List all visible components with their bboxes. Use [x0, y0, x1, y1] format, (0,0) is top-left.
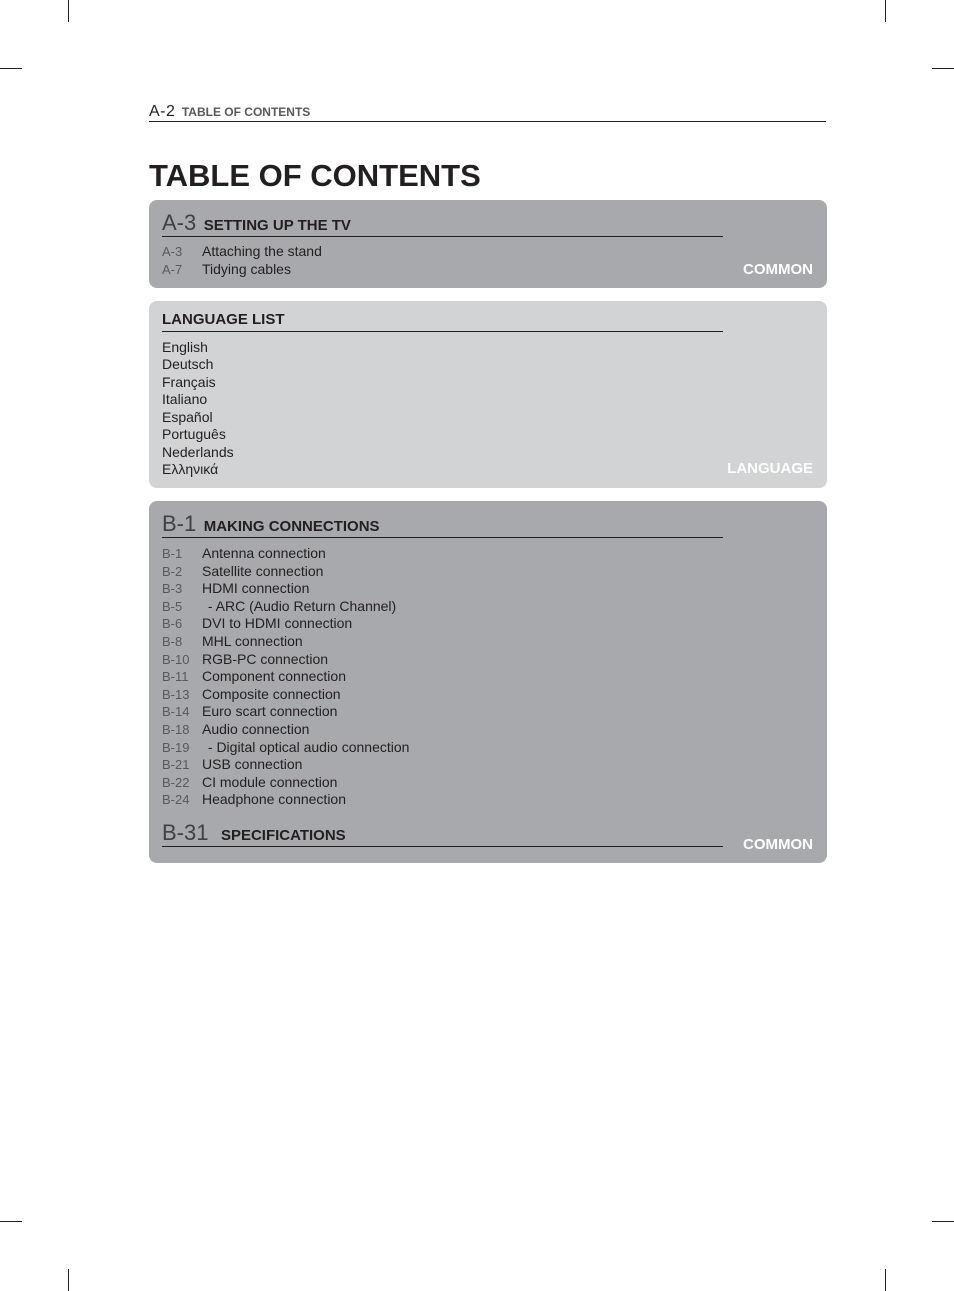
entry-title: MHL connection	[202, 632, 303, 649]
entry-page: B-2	[162, 563, 183, 579]
entry-page: B-14	[162, 704, 190, 720]
entry-page: A-7	[162, 261, 183, 277]
language-item[interactable]: Nederlands	[162, 443, 234, 460]
entry-title: Audio connection	[202, 720, 310, 737]
entry-title: Antenna connection	[202, 545, 326, 561]
entry-title: Satellite connection	[202, 562, 324, 579]
language-heading[interactable]	[162, 311, 723, 332]
running-header	[149, 103, 826, 122]
entry-title: CI module connection	[202, 773, 338, 790]
toc-entry[interactable]	[162, 563, 409, 581]
crop-mark	[932, 68, 954, 69]
entry-title: Headphone connection	[202, 791, 347, 808]
tab-label-common: COMMON	[743, 261, 813, 278]
toc-subentry[interactable]	[162, 739, 409, 757]
section-number: B-31	[162, 820, 209, 845]
entry-page: B-13	[162, 686, 190, 702]
toc-entry[interactable]	[162, 580, 409, 598]
entry-title: Euro scart connection	[202, 703, 338, 720]
entry-page: B-19	[162, 739, 190, 755]
entry-page: B-22	[162, 774, 190, 790]
page-title: TABLE OF CONTENTS	[149, 158, 481, 193]
toc-entry[interactable]	[162, 721, 409, 739]
toc-entry[interactable]	[162, 791, 409, 809]
toc-entry[interactable]	[162, 756, 409, 774]
entry-title: - Digital optical audio connection	[204, 738, 410, 755]
toc-entry[interactable]	[162, 774, 409, 792]
language-item[interactable]: Français	[162, 373, 216, 390]
entry-title: RGB-PC connection	[202, 650, 329, 667]
section-title: MAKING CONNECTIONS	[203, 518, 380, 535]
language-item[interactable]: Italiano	[162, 391, 208, 408]
entry-title: Tidying cables	[202, 260, 291, 277]
crop-mark	[0, 1221, 22, 1222]
setup-heading[interactable]	[162, 210, 723, 237]
toc-entry[interactable]	[162, 261, 322, 279]
crop-mark	[885, 0, 886, 22]
crop-mark	[68, 0, 69, 22]
language-item[interactable]: Deutsch	[162, 356, 214, 373]
entry-page: B-5	[162, 598, 183, 614]
toc-subentry[interactable]	[162, 598, 409, 616]
language-item[interactable]: Ελληνικά	[162, 461, 219, 478]
setup-panel	[149, 200, 827, 288]
toc-entry[interactable]	[162, 668, 409, 686]
entry-page: B-6	[162, 616, 183, 632]
section-number: A-3	[162, 210, 197, 235]
entry-page: B-11	[162, 669, 189, 685]
language-panel	[149, 301, 827, 488]
entry-page: B-18	[162, 721, 190, 737]
toc-entry[interactable]	[162, 651, 409, 669]
section-title: LANGUAGE LIST	[162, 311, 285, 328]
tab-label-language: LANGUAGE	[727, 460, 813, 477]
entry-title: Attaching the stand	[202, 243, 322, 259]
entry-title: USB connection	[202, 756, 303, 773]
specifications-heading[interactable]	[162, 820, 723, 847]
entry-title: DVI to HDMI connection	[202, 615, 353, 632]
entry-title: Component connection	[202, 668, 346, 685]
section-number: B-1	[162, 511, 197, 536]
toc-entry[interactable]	[162, 633, 409, 651]
entry-page: B-21	[162, 757, 190, 773]
connections-entries	[162, 545, 409, 809]
toc-entry[interactable]	[162, 243, 322, 261]
entry-page: B-8	[162, 633, 183, 649]
setup-entries	[162, 243, 322, 278]
crop-mark	[68, 1269, 69, 1291]
toc-entry[interactable]	[162, 615, 409, 633]
crop-mark	[885, 1269, 886, 1291]
language-list	[162, 339, 234, 479]
connections-panel	[149, 501, 827, 863]
language-item[interactable]: English	[162, 339, 208, 355]
toc-entry[interactable]	[162, 686, 409, 704]
crop-mark	[932, 1221, 954, 1222]
entry-page: B-10	[162, 651, 190, 667]
language-item[interactable]: Português	[162, 426, 226, 443]
entry-title: - ARC (Audio Return Channel)	[204, 597, 397, 614]
running-header-page: A-2	[149, 103, 176, 120]
toc-entry[interactable]	[162, 545, 409, 563]
language-item[interactable]: Español	[162, 408, 213, 425]
entry-title: Composite connection	[202, 685, 341, 702]
section-title: SETTING UP THE TV	[203, 217, 351, 234]
crop-mark	[0, 68, 22, 69]
section-title: SPECIFICATIONS	[220, 827, 346, 844]
entry-page: B-1	[162, 546, 183, 561]
toc-entry[interactable]	[162, 703, 409, 721]
entry-page: B-3	[162, 581, 183, 597]
tab-label-common: COMMON	[743, 836, 813, 853]
running-header-section: TABLE OF CONTENTS	[181, 105, 311, 119]
entry-title: HDMI connection	[202, 580, 310, 597]
connections-heading[interactable]	[162, 511, 723, 538]
entry-page: B-24	[162, 792, 190, 808]
entry-page: A-3	[162, 244, 183, 259]
